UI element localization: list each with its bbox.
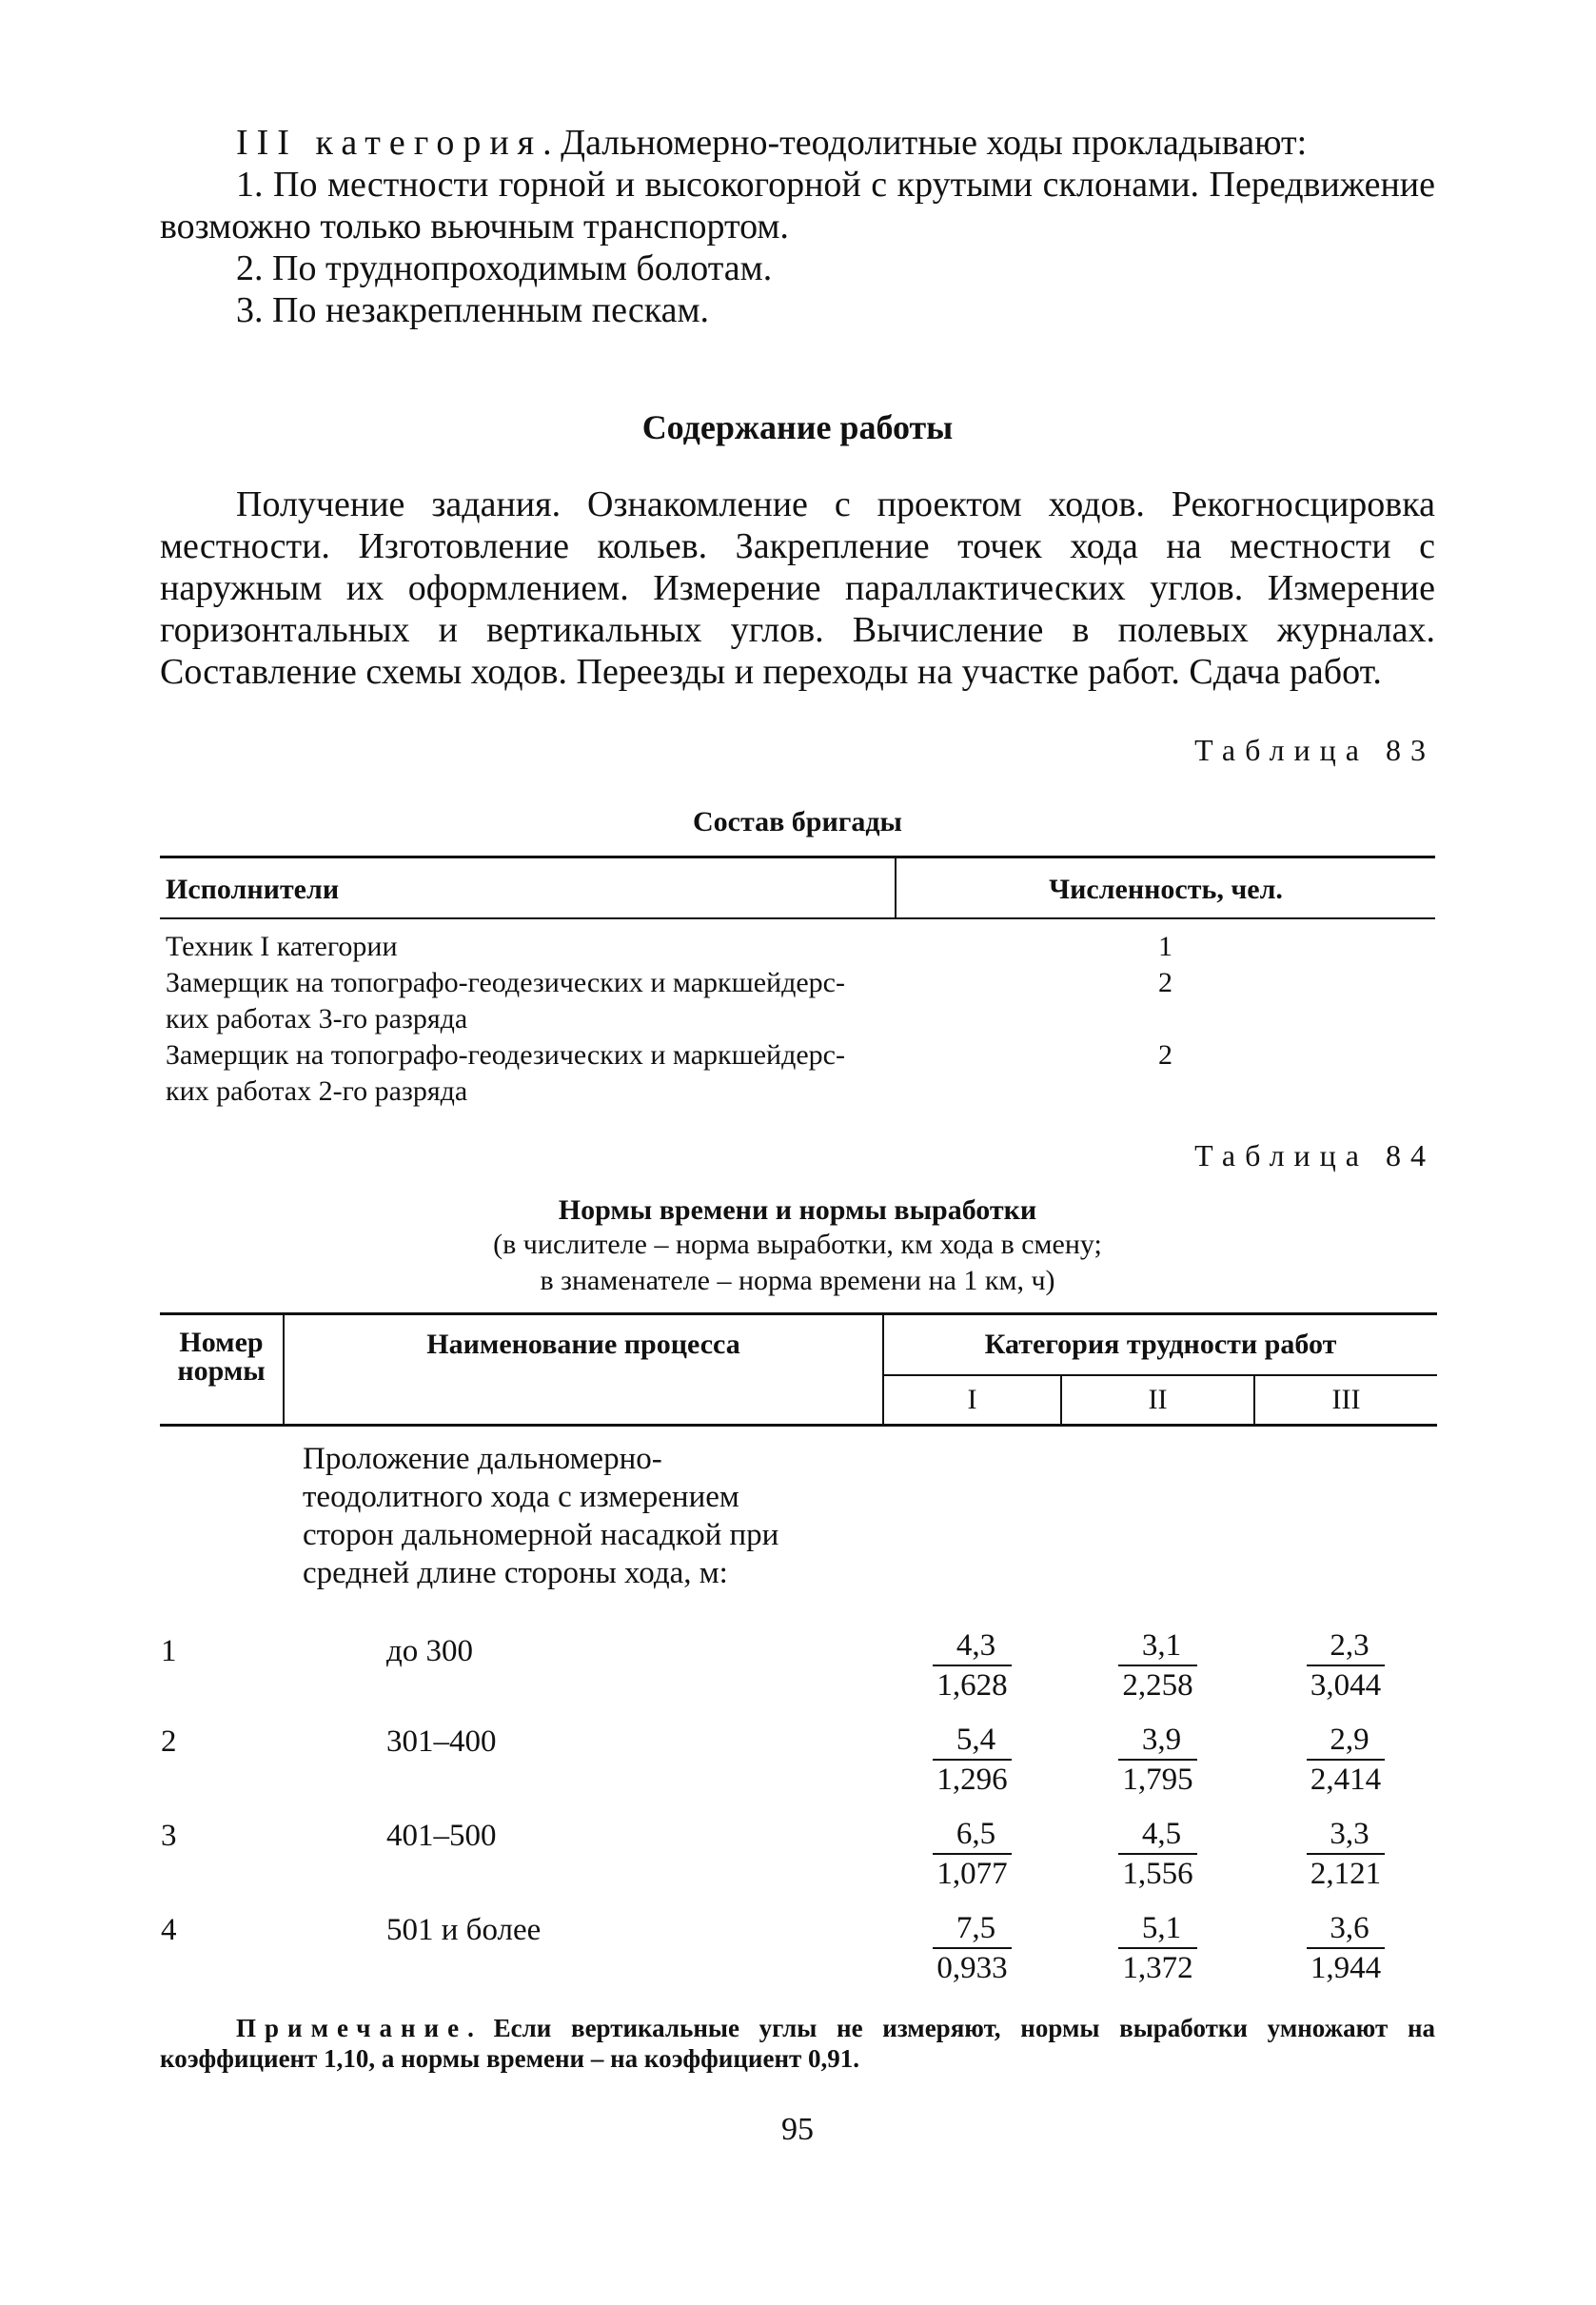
time-norm: 1,556 bbox=[1122, 1857, 1193, 1891]
output-norm: 3,1 bbox=[1118, 1626, 1196, 1666]
time-norm: 1,628 bbox=[936, 1668, 1008, 1703]
time-norm: 1,795 bbox=[1122, 1763, 1193, 1797]
norm-fraction bbox=[1307, 1815, 1385, 1893]
time-norm: 2,414 bbox=[1310, 1763, 1382, 1797]
time-norm: 1,944 bbox=[1310, 1951, 1382, 1985]
performer-line: Техник I категории bbox=[166, 931, 398, 962]
table84-header-cat-1: I bbox=[883, 1375, 1061, 1426]
table83-header-count: Численность, чел. bbox=[1049, 874, 1283, 905]
page-number: 95 bbox=[781, 2112, 814, 2147]
time-norm: 1,372 bbox=[1122, 1951, 1193, 1985]
norm-fraction bbox=[1118, 1721, 1196, 1799]
table84-title: Нормы времени и нормы выработки bbox=[558, 1194, 1037, 1226]
norm-fraction bbox=[1118, 1626, 1196, 1704]
note-lead: Примечание bbox=[236, 2014, 468, 2042]
norm-name: 301–400 bbox=[386, 1724, 497, 1759]
table84-header-cat-3: III bbox=[1331, 1384, 1361, 1415]
performer-line: Замерщик на топографо-геодезических и маркшейдерс- bbox=[166, 967, 845, 998]
performer-line: Замерщик на топографо-геодезических и маркшейдерс- bbox=[166, 1039, 845, 1071]
table84-header-number: Номер нормы bbox=[160, 1314, 284, 1426]
time-norm: 1,077 bbox=[936, 1857, 1008, 1891]
output-norm: 3,6 bbox=[1307, 1909, 1385, 1949]
content-text: Получение задания. Ознакомление с проектом ходов. Рекогносцировка местности. Изготовление кольев. Закрепление точек хода на местности с наружным их оформлением. Измерение параллактических углов. Измерение горизонтальных и вертикальных углов. Вычисление в полевых журналах. Составление схемы ходов. Переезды и переходы на участке работ. Сдача работ. bbox=[160, 484, 1435, 692]
table-row bbox=[160, 965, 1435, 1037]
table83-header-performers: Исполнители bbox=[160, 857, 896, 919]
performer-count: 1 bbox=[1158, 931, 1172, 962]
output-norm: 5,4 bbox=[933, 1721, 1011, 1761]
note-text: . Если вертикальные углы не измеряют, нормы выработки умножают на коэффициент 1,10, а нормы времени – на коэффициент 0,91. bbox=[160, 2014, 1435, 2073]
table-row bbox=[160, 1800, 1437, 1894]
table-row bbox=[160, 1426, 1437, 1593]
norm-fraction bbox=[1307, 1626, 1385, 1704]
norm-fraction bbox=[933, 1815, 1011, 1893]
norm-name: 401–500 bbox=[386, 1819, 497, 1853]
output-norm: 4,3 bbox=[933, 1626, 1011, 1666]
table84-header-process: Наименование процесса bbox=[284, 1314, 883, 1426]
norm-fraction bbox=[1118, 1815, 1196, 1893]
table83-label: Таблица 83 bbox=[1194, 733, 1435, 767]
performer-count: 2 bbox=[1158, 1039, 1172, 1071]
output-norm: 3,9 bbox=[1118, 1721, 1196, 1761]
table84-subtitle-1: (в числителе – норма выработки, км хода в смену; bbox=[493, 1229, 1102, 1260]
norm-name: до 300 bbox=[386, 1634, 474, 1668]
table84-note bbox=[160, 2013, 1435, 2074]
table-row bbox=[160, 1894, 1437, 1988]
time-norm: 0,933 bbox=[936, 1951, 1008, 1985]
output-norm: 6,5 bbox=[933, 1815, 1011, 1855]
performer-line: ких работах 2-го разряда bbox=[166, 1075, 468, 1107]
norm-fraction bbox=[1118, 1909, 1196, 1987]
table84-label: Таблица 84 bbox=[1194, 1138, 1435, 1172]
output-norm: 5,1 bbox=[1118, 1909, 1196, 1949]
norm-number: 3 bbox=[161, 1819, 177, 1853]
norm-fraction bbox=[933, 1909, 1011, 1987]
category-lead: III категория bbox=[236, 123, 543, 163]
norm-number: 2 bbox=[161, 1724, 177, 1759]
table-row bbox=[160, 1592, 1437, 1705]
table83-title: Состав бригады bbox=[693, 806, 902, 837]
norm-name: 501 и более bbox=[386, 1913, 542, 1947]
category-rest: . Дальномерно-теодолитные ходы прокладывают: bbox=[542, 123, 1308, 163]
content-heading: Содержание работы bbox=[641, 408, 954, 446]
norm-number: 1 bbox=[161, 1634, 177, 1668]
time-norm: 2,258 bbox=[1122, 1668, 1193, 1703]
table84 bbox=[160, 1312, 1437, 1988]
category-item-3: 3. По незакрепленным пескам. bbox=[236, 290, 710, 330]
page bbox=[160, 122, 1435, 2148]
table84-subtitle-2: в знаменателе – норма времени на 1 км, ч) bbox=[540, 1265, 1055, 1296]
output-norm: 3,3 bbox=[1307, 1815, 1385, 1855]
table-row bbox=[160, 918, 1435, 965]
norm-fraction bbox=[933, 1626, 1011, 1704]
table84-group-label: Проложение дальномерно-теодолитного хода с измерением сторон дальномерной насадкой при средней длине стороны хода, м: bbox=[303, 1442, 779, 1590]
norm-fraction bbox=[1307, 1909, 1385, 1987]
output-norm: 2,9 bbox=[1307, 1721, 1385, 1761]
output-norm: 7,5 bbox=[933, 1909, 1011, 1949]
category-paragraph bbox=[160, 122, 1435, 164]
norm-fraction bbox=[933, 1721, 1011, 1799]
time-norm: 1,296 bbox=[936, 1763, 1008, 1797]
table84-header-category: Категория трудности работ bbox=[883, 1314, 1437, 1376]
category-item-2: 2. По труднопроходимым болотам. bbox=[236, 248, 773, 288]
output-norm: 2,3 bbox=[1307, 1626, 1385, 1666]
time-norm: 2,121 bbox=[1310, 1857, 1382, 1891]
performer-line: ких работах 3-го разряда bbox=[166, 1003, 468, 1034]
norm-number: 4 bbox=[161, 1913, 177, 1947]
table-row bbox=[160, 1705, 1437, 1800]
norm-fraction bbox=[1307, 1721, 1385, 1799]
output-norm: 4,5 bbox=[1118, 1815, 1196, 1855]
table-row bbox=[160, 1037, 1435, 1110]
table84-header-cat-2: II bbox=[1061, 1375, 1254, 1426]
time-norm: 3,044 bbox=[1310, 1668, 1382, 1703]
performer-count: 2 bbox=[1158, 967, 1172, 998]
category-item-1: 1. По местности горной и высокогорной с крутыми склонами. Передвижение возможно только вьючным транспортом. bbox=[160, 165, 1435, 246]
table83 bbox=[160, 856, 1435, 1110]
